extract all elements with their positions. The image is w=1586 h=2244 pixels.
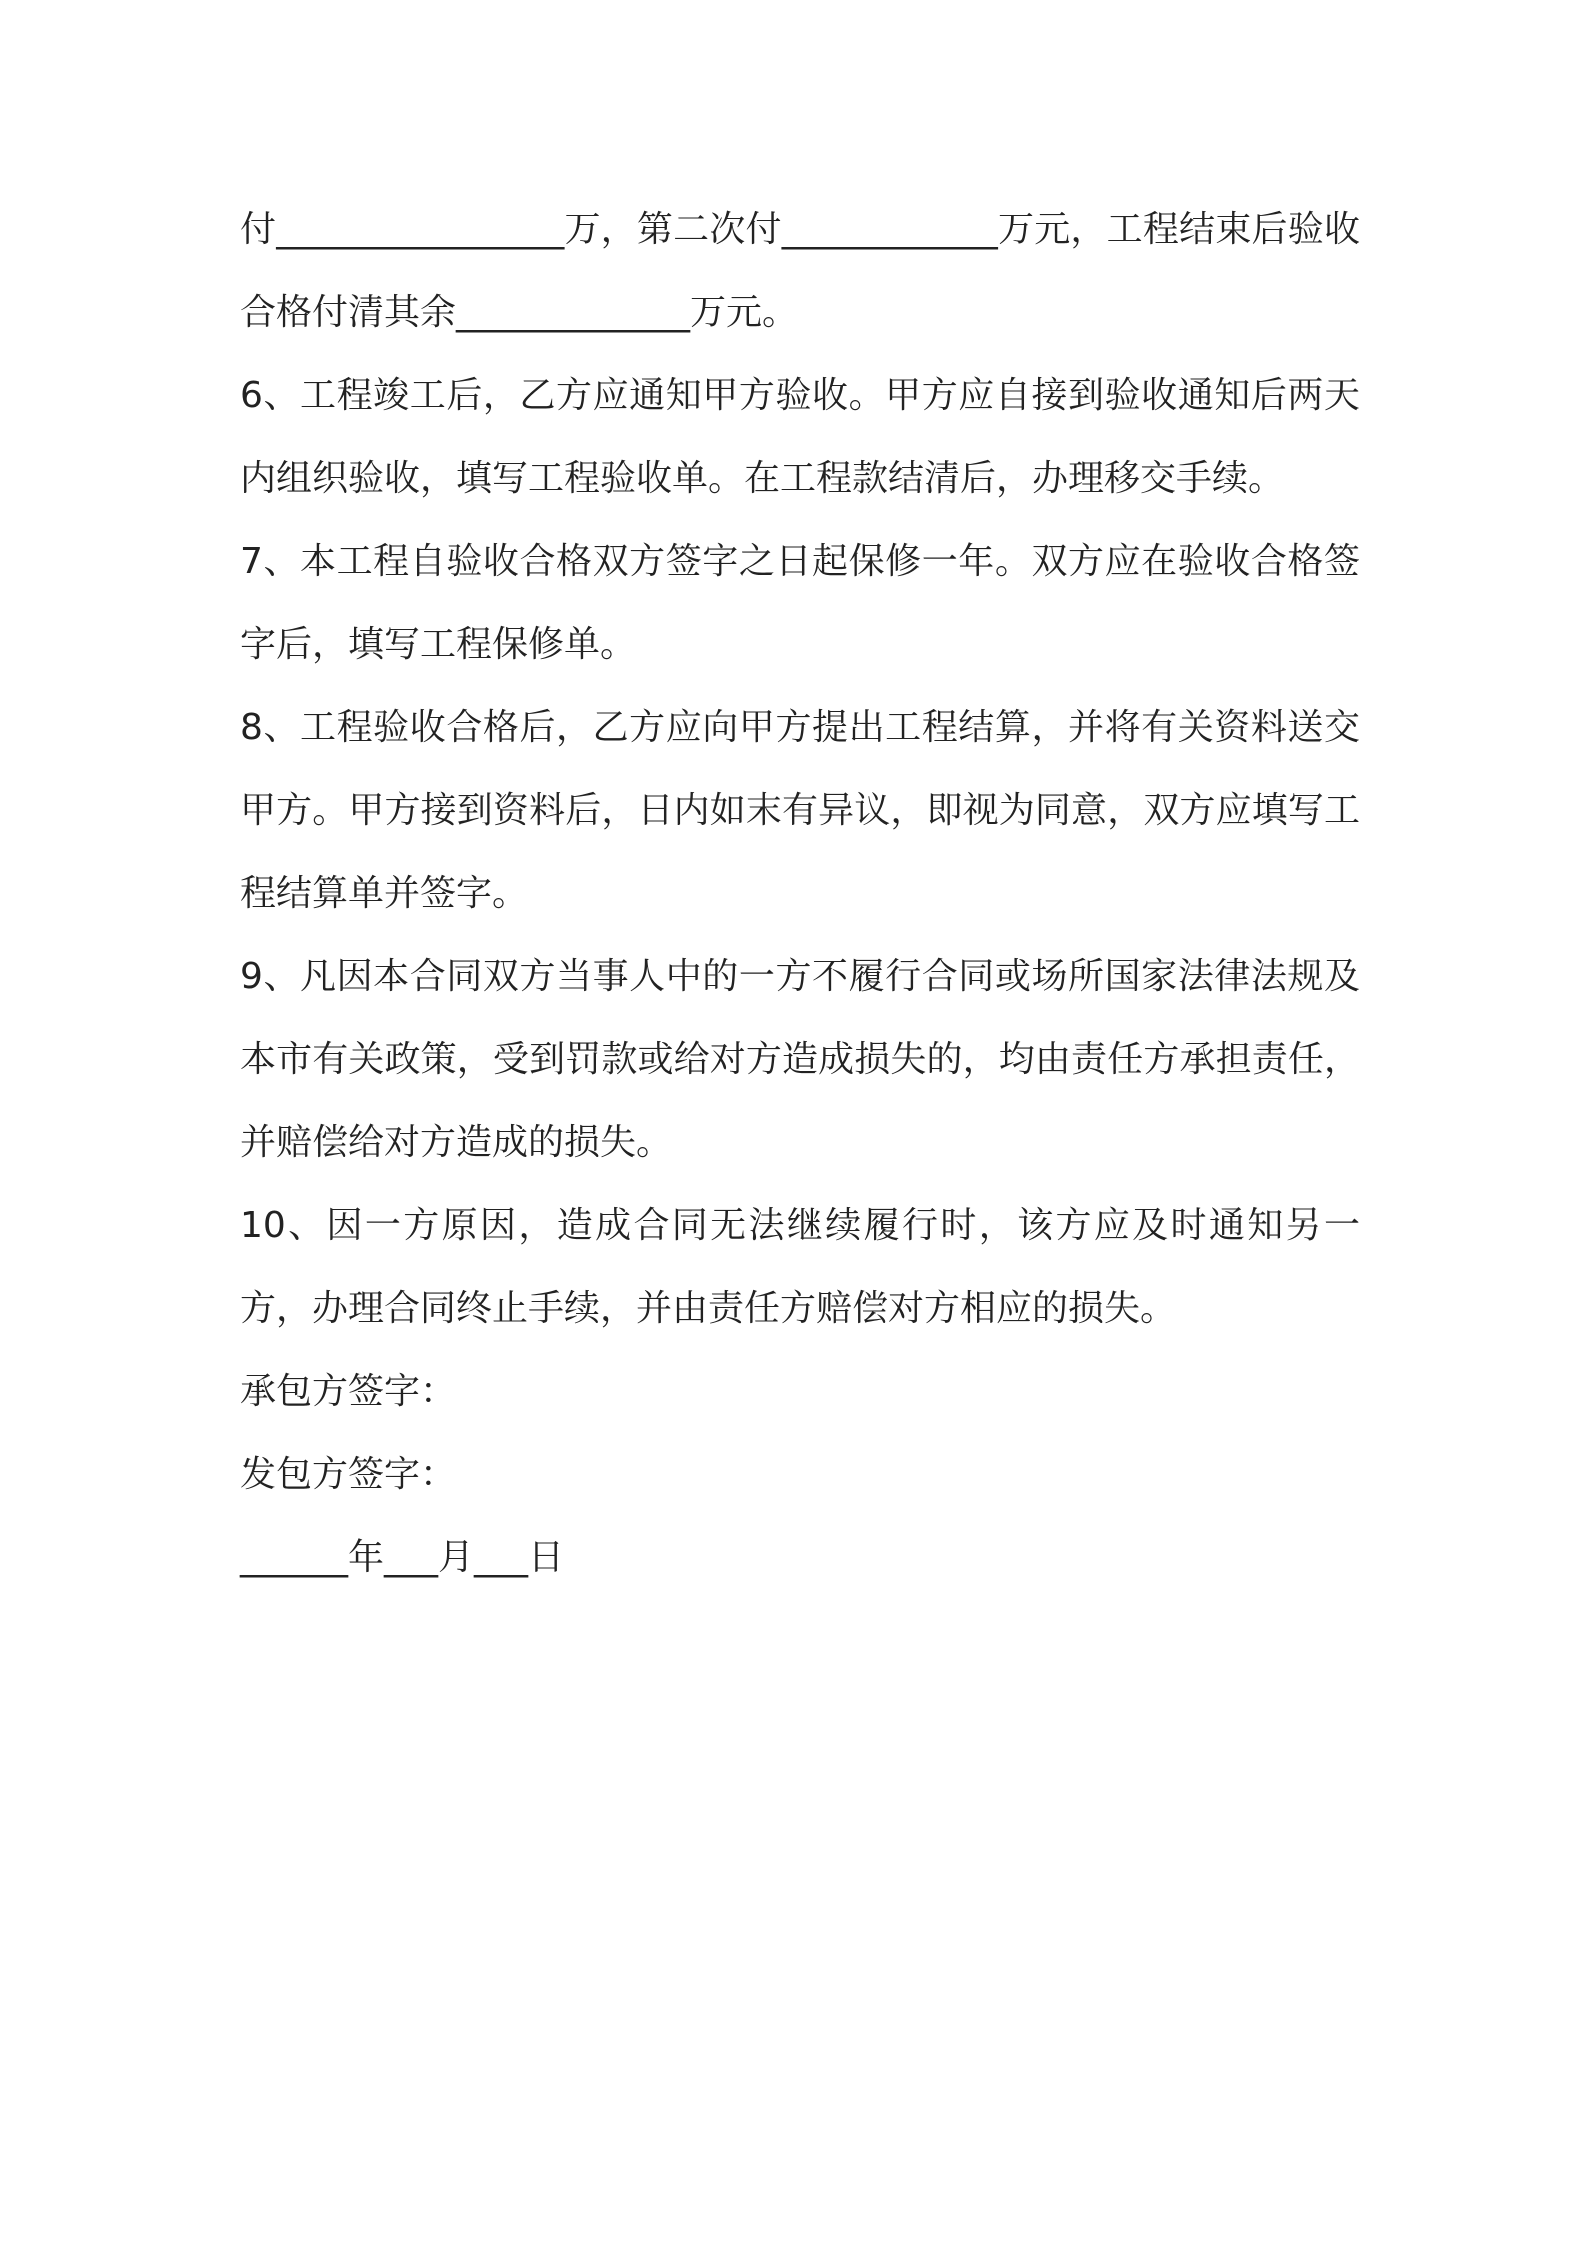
clause-6-acceptance: 6、工程竣工后，乙方应通知甲方验收。甲方应自接到验收通知后两天内组织验收，填写工程验收单。在工程款结清后，办理移交手续。 xyxy=(240,375,1360,499)
clause-8-settlement: 8、工程验收合格后，乙方应向甲方提出工程结算，并将有关资料送交甲方。甲方接到资料后，日内如末有异议，即视为同意，双方应填写工程结算单并签字。 xyxy=(240,707,1360,914)
contract-body xyxy=(240,188,1360,1599)
clause-7-warranty: 7、本工程自验收合格双方签字之日起保修一年。双方应在验收合格签字后，填写工程保修单。 xyxy=(240,541,1360,665)
clause-10-termination: 10、因一方原因，造成合同无法继续履行时，该方应及时通知另一方，办理合同终止手续，并由责任方赔偿对方相应的损失。 xyxy=(240,1205,1360,1329)
client-signature-label: 发包方签字： xyxy=(240,1454,457,1495)
contractor-signature-label: 承包方签字： xyxy=(240,1371,457,1412)
payment-terms-paragraph: 付________________万，第二次付____________万元，工程结束后验收合格付清其余_____________万元。 xyxy=(240,209,1360,333)
clause-9-liability: 9、凡因本合同双方当事人中的一方不履行合同或场所国家法律法规及本市有关政策，受到罚款或给对方造成损失的，均由责任方承担责任，并赔偿给对方造成的损失。 xyxy=(240,956,1360,1163)
date-line: ______年___月___日 xyxy=(240,1537,565,1578)
